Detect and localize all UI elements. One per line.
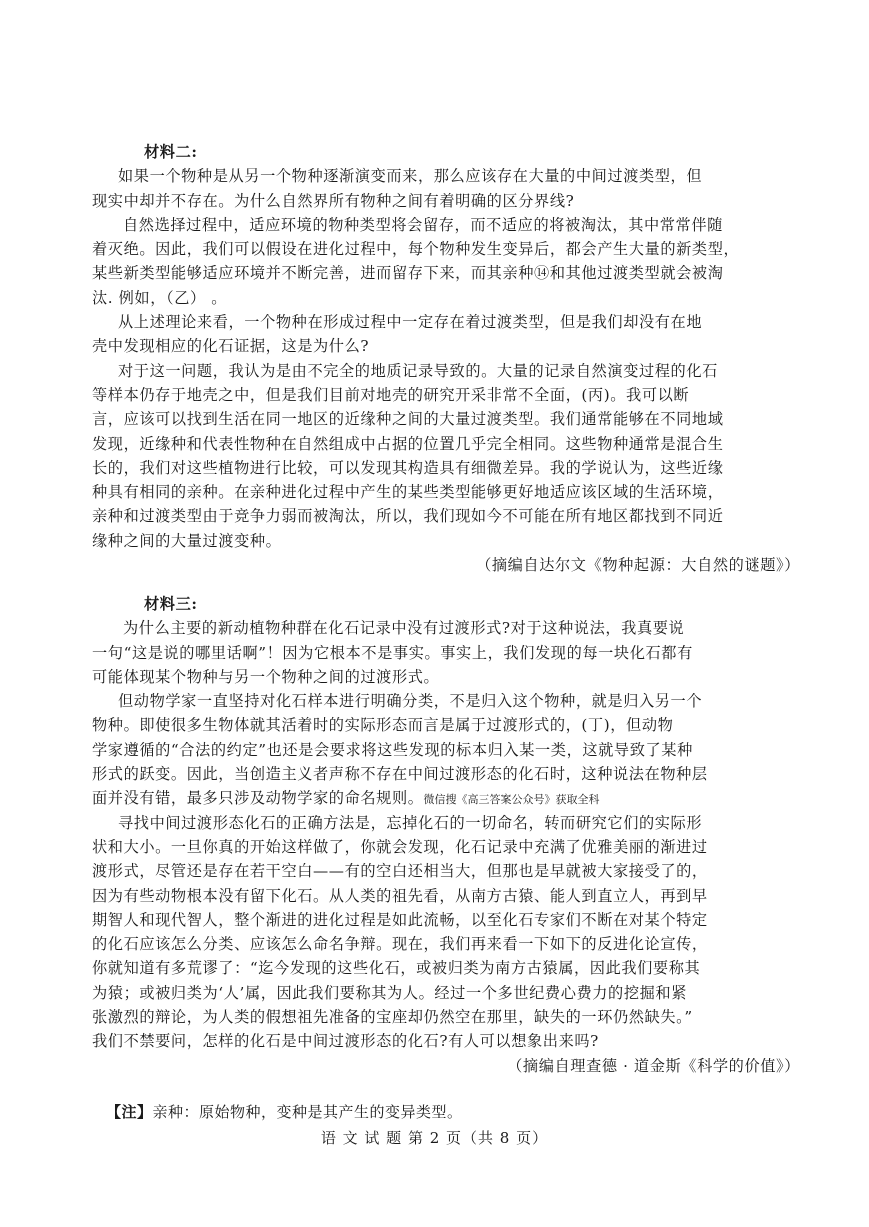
paragraph-line: 你就知道有多荒谬了：“迄今发现的这些化石，或被归类为南方古猿属，因此我们要称其: [92, 959, 701, 978]
footnote-label: 【注】: [106, 1103, 153, 1121]
footnote-text: 亲种：原始物种，变种是其产生的变异类型。: [152, 1103, 463, 1121]
paragraph-line: 因为有些动物根本没有留下化石。从人类的祖先看，从南方古猿、能人到直立人，再到早: [92, 886, 708, 905]
material-three: [92, 592, 800, 1078]
paragraph-line: 汰. 例如，（乙） 。: [92, 288, 227, 307]
paragraph-line: 言，应该可以找到生活在同一地区的近缘种之间的大量过渡类型。我们通常能够在不同地域: [92, 410, 724, 429]
paragraph-line: 亲种和过渡类型由于竞争力弱而被淘汰，所以，我们现如今不可能在所有地区都找到不同近: [92, 507, 724, 526]
paragraph-line: 缘种之间的大量过渡变种。: [92, 531, 282, 550]
paragraph-line: 对于这一问题，我认为是由不完全的地质记录导致的。大量的记录自然演变过程的化石: [118, 361, 718, 380]
material-two: [92, 140, 800, 577]
paragraph-line: 为什么主要的新动植物种群在化石记录中没有过渡形式?对于这种说法，我真要说: [123, 619, 685, 638]
source-citation: （摘编自理查德 · 道金斯《科学的价值》）: [507, 1056, 800, 1075]
page-footer: 语 文 试 题 第 2 页（共 8 页）: [320, 1129, 549, 1147]
paragraph-line: 渡形式，尽管还是存在若干空白——有的空白还相当大，但那也是早就被大家接受了的，: [92, 862, 708, 881]
watermark-text: 微信搜《高三答案公众号》获取全科: [423, 793, 600, 807]
paragraph-line: 形式的跃变。因此，当创造主义者声称不存在中间过渡形态的化石时，这种说法在物种层: [92, 765, 708, 784]
paragraph-line-text: 面并没有错，最多只涉及动物学家的命名规则。: [92, 789, 424, 808]
paragraph-line: 的化石应该怎么分类、应该怎么命名争辩。现在，我们再来看一下如下的反进化论宣传，: [92, 935, 708, 954]
paragraph-line: 学家遵循的“合法的约定”也还是会要求将这些发现的标本归入某一类，这就导致了某种: [92, 740, 693, 759]
paragraph-line: 如果一个物种是从另一个物种逐渐演变而来，那么应该存在大量的中间过渡类型，但: [118, 167, 703, 186]
paragraph-line: 自然选择过程中，适应环境的物种类型将会留存，而不适应的将被淘汰，其中常常伴随: [123, 215, 723, 234]
material-three-heading: 材料三:: [144, 595, 198, 613]
paragraph-line: 某些新类型能够适应环境并不断完善，进而留存下来，而其亲种⑭和其他过渡类型就会被淘: [92, 264, 724, 283]
paragraph-line: [92, 786, 768, 810]
footnote: [106, 1101, 463, 1122]
paragraph-line: 状和大小。一旦你真的开始这样做了，你就会发现，化石记录中充满了优雅美丽的渐进过: [92, 837, 708, 856]
paragraph-line: 张激烈的辩论，为人类的假想祖先准备的宝座却仍然空在那里，缺失的一环仍然缺失。”: [92, 1008, 693, 1027]
paragraph-line: 我们不禁要问，怎样的化石是中间过渡形态的化石?有人可以想象出来吗?: [92, 1032, 599, 1051]
paragraph-line: 一句“这是说的哪里话啊”！因为它根本不是事实。事实上，我们发现的每一块化石都有: [92, 643, 693, 662]
paragraph-line: 等样本仍存于地壳之中，但是我们目前对地壳的研究开采非常不全面，(丙)。我可以断: [92, 385, 690, 404]
paragraph-line: 但动物学家一直坚持对化石样本进行明确分类，不是归入这个物种，就是归入另一个: [118, 692, 703, 711]
paragraph-line: 现实中却并不存在。为什么自然界所有物种之间有着明确的区分界线?: [92, 191, 575, 210]
paragraph-line: 可能体现某个物种与另一个物种之间的过渡形式。: [92, 667, 440, 686]
paragraph-line: 为猿；或被归类为‘人’属，因此我们要称其为人。经过一个多世纪费心费力的挖掘和紧: [92, 983, 687, 1002]
paragraph-line: 长的，我们对这些植物进行比较，可以发现其构造具有细微差异。我的学说认为，这些近缘: [92, 458, 724, 477]
paragraph-line: 壳中发现相应的化石证据，这是为什么?: [92, 337, 370, 356]
paragraph-line: 从上述理论来看，一个物种在形成过程中一定存在着过渡类型，但是我们却没有在地: [118, 313, 703, 332]
paragraph-line: 着灭绝。因此，我们可以假设在进化过程中，每个物种发生变异后，都会产生大量的新类型，: [92, 240, 740, 259]
paragraph-line: 期智人和现代智人，整个渐进的进化过程是如此流畅，以至化石专家们不断在对某个特定: [92, 910, 708, 929]
material-two-heading: 材料二:: [144, 143, 198, 161]
paragraph-line: 物种。即使很多生物体就其活着时的实际形态而言是属于过渡形式的，(丁)，但动物: [92, 716, 674, 735]
paragraph-line: 种具有相同的亲种。在亲种进化过程中产生的某些类型能够更好地适应该区域的生活环境，: [92, 483, 724, 502]
paragraph-line: 寻找中间过渡形态化石的正确方法是，忘掉化石的一切命名，转而研究它们的实际形: [118, 813, 703, 832]
source-citation: （摘编自达尔文《物种起源：大自然的谜题》）: [476, 556, 800, 575]
paragraph-line: 发现，近缘种和代表性物种在自然组成中占据的位置几乎完全相同。这些物种通常是混合生: [92, 434, 724, 453]
